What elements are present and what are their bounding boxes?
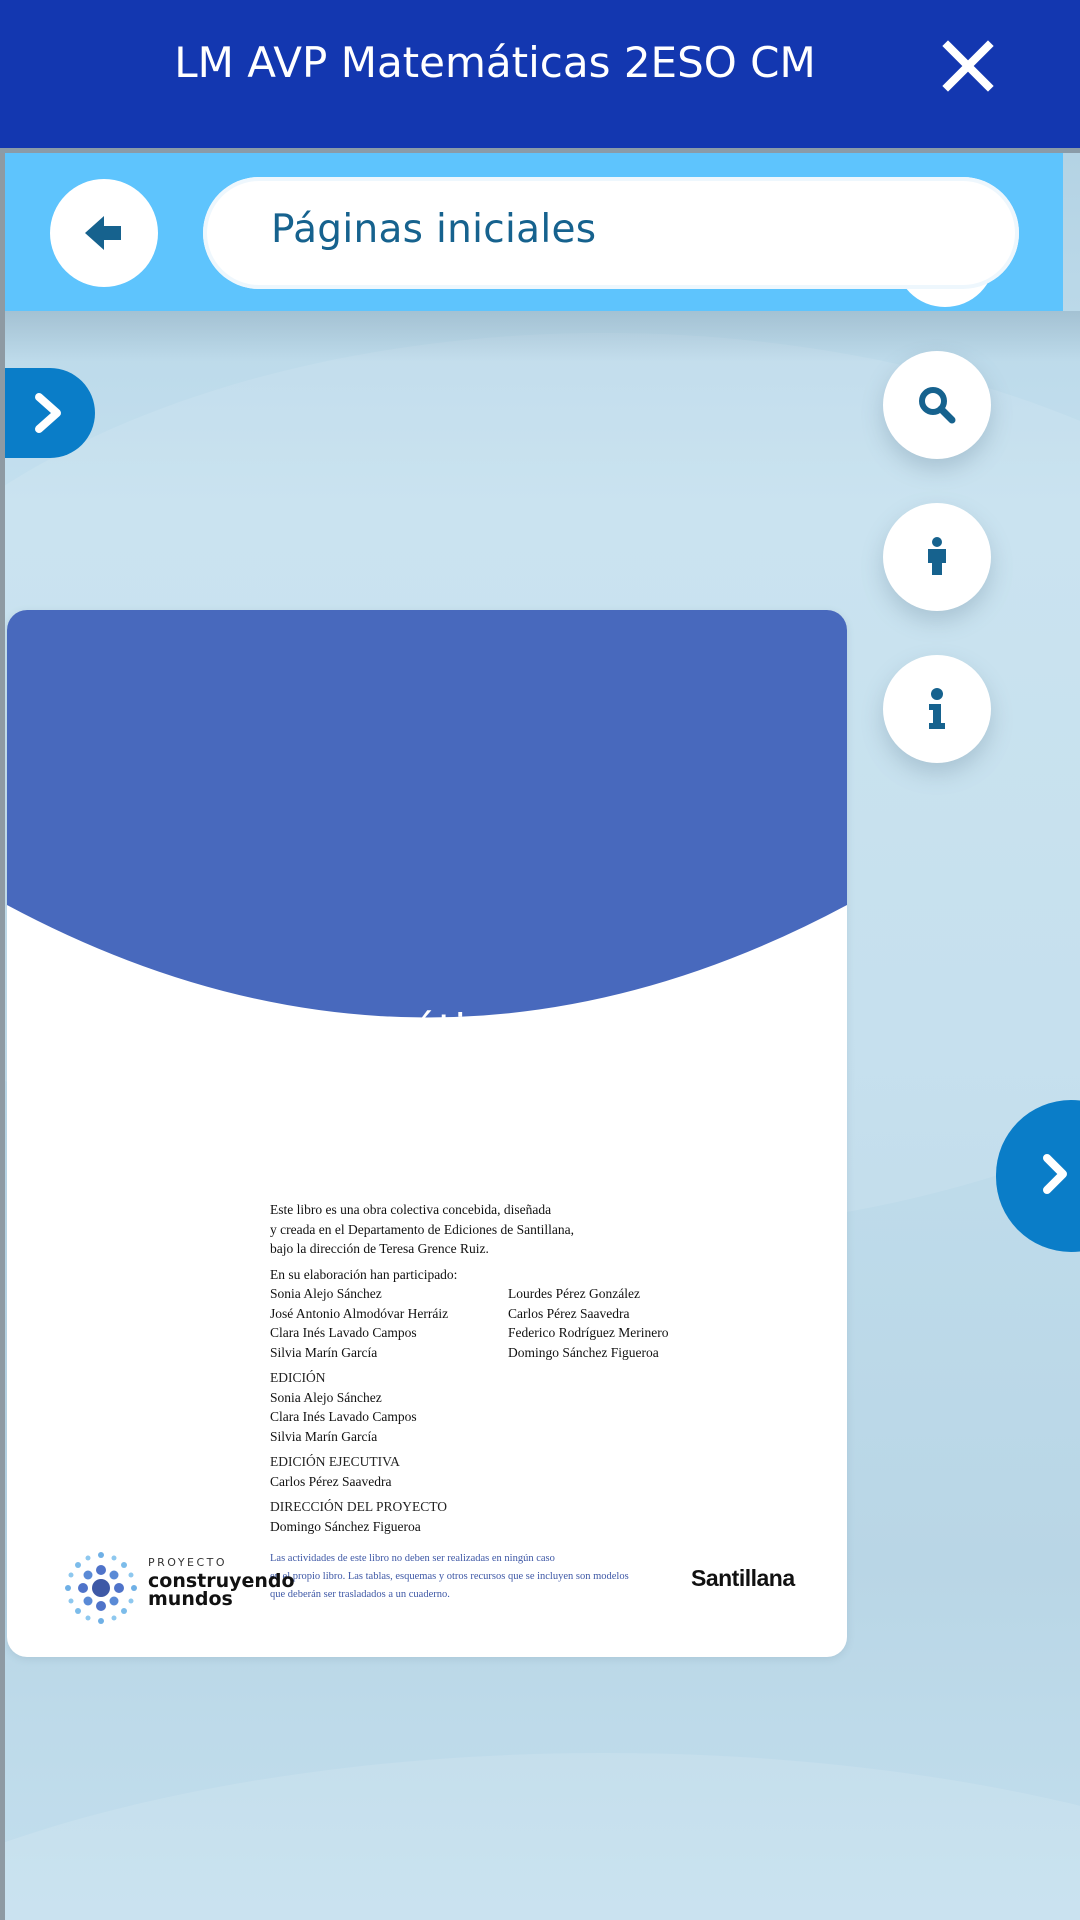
note-line: que deberán ser trasladados a un cuaderno.: [270, 1589, 450, 1600]
person-icon: [925, 537, 949, 577]
note-line: Las actividades de este libro no deben ser realizadas en ningún caso: [270, 1553, 555, 1564]
participant-name: José Antonio Almodóvar Herráiz: [270, 1305, 449, 1321]
director-name: Teresa Grence Ruiz: [379, 1241, 486, 1256]
chevron-right-icon: [31, 391, 67, 435]
project-logo-name: [148, 1572, 295, 1608]
project-logo-small: PROYECTO: [148, 1556, 228, 1569]
arrow-left-icon: [83, 214, 125, 252]
grade-number: 2: [713, 945, 775, 1057]
intro-prefix: bajo la dirección de: [270, 1241, 380, 1256]
direction-heading: DIRECCIÓN DEL PROYECTO: [270, 1499, 448, 1514]
edition-name: Silvia Marín García: [270, 1428, 378, 1444]
section-header: [5, 153, 1063, 311]
app-bar: [0, 0, 1080, 148]
participant-name: Lourdes Pérez González: [508, 1286, 640, 1301]
dots-logo-icon: [63, 1550, 139, 1626]
section-selector[interactable]: [203, 177, 1019, 289]
edition-name: Clara Inés Lavado Campos: [270, 1409, 417, 1424]
edition-name: Sonia Alejo Sánchez: [270, 1389, 382, 1405]
note-line: en el propio libro. Las tablas, esquemas y otros recursos que se incluyen son modelos: [270, 1571, 629, 1582]
back-button[interactable]: [50, 179, 158, 287]
exec-heading: EDICIÓN EJECUTIVA: [270, 1454, 400, 1469]
credits-block: [270, 1200, 790, 1604]
exec-name: Carlos Pérez Saavedra: [270, 1473, 392, 1489]
edition-heading: EDICIÓN: [270, 1370, 326, 1385]
participants-heading: En su elaboración han participado:: [270, 1266, 458, 1282]
direction-name: Domingo Sánchez Figueroa: [270, 1518, 421, 1534]
participant-name: Silvia Marín García: [270, 1344, 378, 1360]
info-button[interactable]: [883, 655, 991, 763]
close-button[interactable]: [938, 36, 998, 96]
intro-suffix: .: [485, 1241, 489, 1256]
info-icon: [925, 688, 949, 730]
search-button[interactable]: [883, 351, 991, 459]
intro-line: Este libro es una obra colectiva concebida, diseñada: [270, 1202, 552, 1217]
intro-line: y creada en el Departamento de Ediciones de Santillana,: [270, 1221, 574, 1237]
participant-name: Carlos Pérez Saavedra: [508, 1305, 630, 1321]
project-logo-line2: mundos: [148, 1588, 233, 1610]
publisher-logo: Santillana: [691, 1565, 795, 1591]
chevron-right-icon: [1040, 1152, 1070, 1196]
grade-level: ESO: [780, 974, 808, 1042]
close-icon: [938, 36, 998, 96]
project-logo-line1: construyendo: [148, 1570, 295, 1592]
book-viewer[interactable]: [5, 153, 1080, 1920]
intro-line: [270, 1239, 790, 1259]
participant-name: Domingo Sánchez Figueroa: [508, 1344, 659, 1360]
app-title: LM AVP Matemáticas 2ESO CM: [174, 38, 816, 87]
participant-name: Clara Inés Lavado Campos: [270, 1325, 417, 1340]
table-of-contents-tab[interactable]: [5, 368, 95, 458]
search-icon: [917, 385, 957, 425]
book-title: Matemáticas: [267, 1005, 537, 1054]
participant-name: Sonia Alejo Sánchez: [270, 1286, 382, 1301]
background-wave: [5, 1753, 1080, 1920]
book-page[interactable]: [7, 610, 847, 1657]
participant-name: Federico Rodríguez Merinero: [508, 1325, 669, 1340]
project-logo: [63, 1550, 295, 1630]
section-title: Páginas iniciales: [271, 207, 597, 252]
user-button[interactable]: [883, 503, 991, 611]
